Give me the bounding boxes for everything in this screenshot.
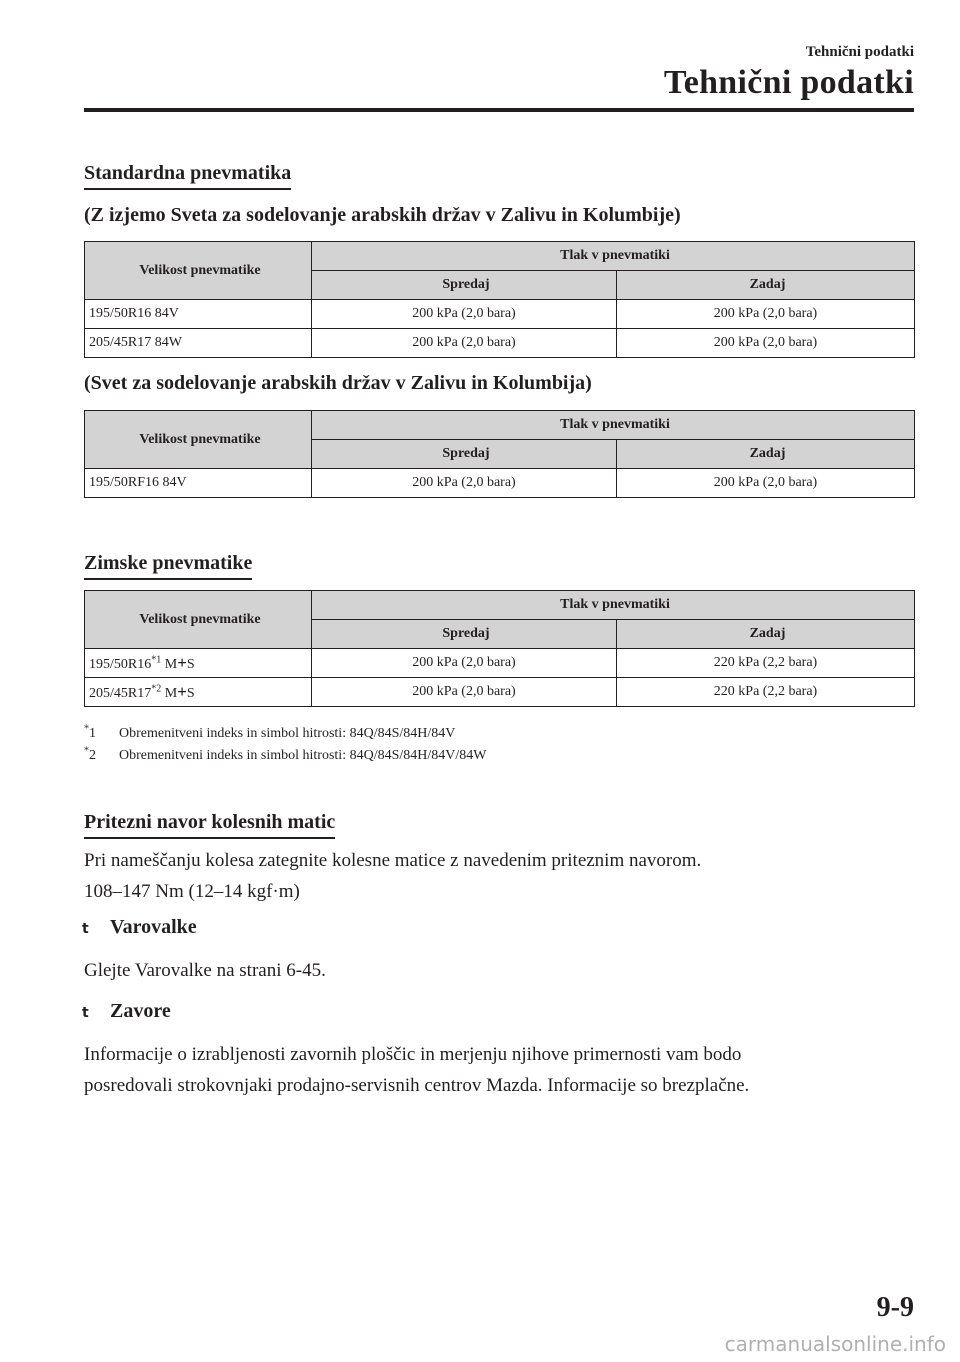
table-row xyxy=(85,649,915,678)
page-title: Tehnični podatki xyxy=(663,64,914,101)
section-title-text: Standardna pnevmatika xyxy=(84,162,292,184)
footnote-number: 2 xyxy=(89,748,96,763)
section-title-text: Pritezni navor kolesnih matic xyxy=(84,811,336,833)
header-pressure: Tlak v pnevmatiki xyxy=(312,242,915,271)
cell-size: 195/50R16 84V xyxy=(85,300,312,329)
heading-text: Zavore xyxy=(110,1000,171,1022)
cell-front: 200 kPa (2,0 bara) xyxy=(312,678,617,707)
table-header-row xyxy=(85,242,915,271)
title-underline xyxy=(84,837,335,839)
footnote-1: *1 Obremenitveni indeks in simbol hitrosti: 84Q/84S/84H/84V xyxy=(84,723,456,741)
cell-front: 200 kPa (2,0 bara) xyxy=(312,469,617,498)
mark-s: S xyxy=(186,657,195,672)
mud-snow-mark xyxy=(164,682,195,701)
subhead-gcc: (Svet za sodelovanje arabskih držav v Zalivu in Kolumbija) xyxy=(84,372,592,394)
header-size: Velikost pnevmatike xyxy=(85,411,312,469)
tire-size: 205/45R17 xyxy=(89,686,152,701)
header-rear: Zadaj xyxy=(617,440,915,469)
footnote-2: *2 Obremenitveni indeks in simbol hitrosti: 84Q/84S/84H/84V/84W xyxy=(84,745,487,763)
mark-s: S xyxy=(186,686,195,701)
brakes-line-2: posredovali strokovnjaki prodajno-servisnih centrov Mazda. Informacije so brezplačne. xyxy=(84,1075,750,1096)
cell-front: 200 kPa (2,0 bara) xyxy=(312,300,617,329)
table-row xyxy=(85,329,915,358)
footnote-ref: *1 xyxy=(151,654,162,666)
section-title-winter-tires xyxy=(84,552,252,578)
bullet-icon: t xyxy=(82,1005,89,1021)
cell-size: 195/50RF16 84V xyxy=(85,469,312,498)
tire-pressure-table-2 xyxy=(84,410,915,498)
table-row xyxy=(85,678,915,707)
footnote-number: 1 xyxy=(89,726,96,741)
subhead-non-gcc: (Z izjemo Sveta za sodelovanje arabskih držav v Zalivu in Kolumbije) xyxy=(84,204,681,226)
section-title-text: Zimske pnevmatike xyxy=(84,552,253,574)
header-size: Velikost pnevmatike xyxy=(85,591,312,649)
cell-rear: 220 kPa (2,2 bara) xyxy=(617,649,915,678)
header-rule xyxy=(84,108,914,112)
title-underline xyxy=(84,188,291,190)
mark-m: M xyxy=(164,657,178,672)
cell-rear: 200 kPa (2,0 bara) xyxy=(617,300,915,329)
plus-icon: + xyxy=(177,682,187,701)
cell-size xyxy=(85,649,312,678)
heading-text: Varovalke xyxy=(110,916,197,938)
header-pressure: Tlak v pnevmatiki xyxy=(312,411,915,440)
table-header-row xyxy=(85,591,915,620)
torque-value: 108–147 Nm (12–14 kgf·m) xyxy=(84,881,300,902)
table-row xyxy=(85,300,915,329)
tire-size: 195/50R16 xyxy=(89,657,152,672)
footnote-text: Obremenitveni indeks in simbol hitrosti: 84Q/84S/84H/84V/84W xyxy=(119,748,487,763)
cell-front: 200 kPa (2,0 bara) xyxy=(312,329,617,358)
header-front: Spredaj xyxy=(312,620,617,649)
running-header: Tehnični podatki xyxy=(805,44,914,60)
header-rear: Zadaj xyxy=(617,271,915,300)
header-size: Velikost pnevmatike xyxy=(85,242,312,300)
heading-fuses xyxy=(82,916,197,939)
footnote-ref: *2 xyxy=(151,683,162,695)
cell-front: 200 kPa (2,0 bara) xyxy=(312,649,617,678)
table-header-row xyxy=(85,411,915,440)
title-underline xyxy=(84,578,252,580)
cell-rear: 200 kPa (2,0 bara) xyxy=(617,329,915,358)
page-number: 9-9 xyxy=(876,1292,914,1323)
torque-paragraph xyxy=(84,845,701,907)
bullet-icon: t xyxy=(82,921,89,937)
cell-rear: 200 kPa (2,0 bara) xyxy=(617,469,915,498)
header-rear: Zadaj xyxy=(617,620,915,649)
torque-instruction: Pri nameščanju kolesa zategnite kolesne matice z navedenim priteznim navorom. xyxy=(84,850,702,871)
mud-snow-mark xyxy=(164,653,195,672)
watermark: carmanualsonline.info xyxy=(724,1332,946,1356)
brakes-line-1: Informacije o izrabljenosti zavornih ploščic in merjenju njihove primernosti vam bodo xyxy=(84,1044,742,1065)
heading-brakes xyxy=(82,1000,171,1023)
cell-size xyxy=(85,678,312,707)
cell-rear: 220 kPa (2,2 bara) xyxy=(617,678,915,707)
plus-icon: + xyxy=(177,653,187,672)
header-front: Spredaj xyxy=(312,440,617,469)
winter-tire-pressure-table xyxy=(84,590,915,707)
cell-size: 205/45R17 84W xyxy=(85,329,312,358)
section-title-standard-tire xyxy=(84,162,291,188)
mark-m: M xyxy=(164,686,178,701)
header-front: Spredaj xyxy=(312,271,617,300)
section-title-wheel-nut-torque xyxy=(84,811,335,837)
header-pressure: Tlak v pnevmatiki xyxy=(312,591,915,620)
tire-pressure-table-1 xyxy=(84,241,915,358)
footnote-text: Obremenitveni indeks in simbol hitrosti: 84Q/84S/84H/84V xyxy=(119,726,456,741)
table-row xyxy=(85,469,915,498)
fuses-paragraph: Glejte Varovalke na strani 6-45. xyxy=(84,960,326,981)
brakes-paragraph xyxy=(84,1039,749,1101)
